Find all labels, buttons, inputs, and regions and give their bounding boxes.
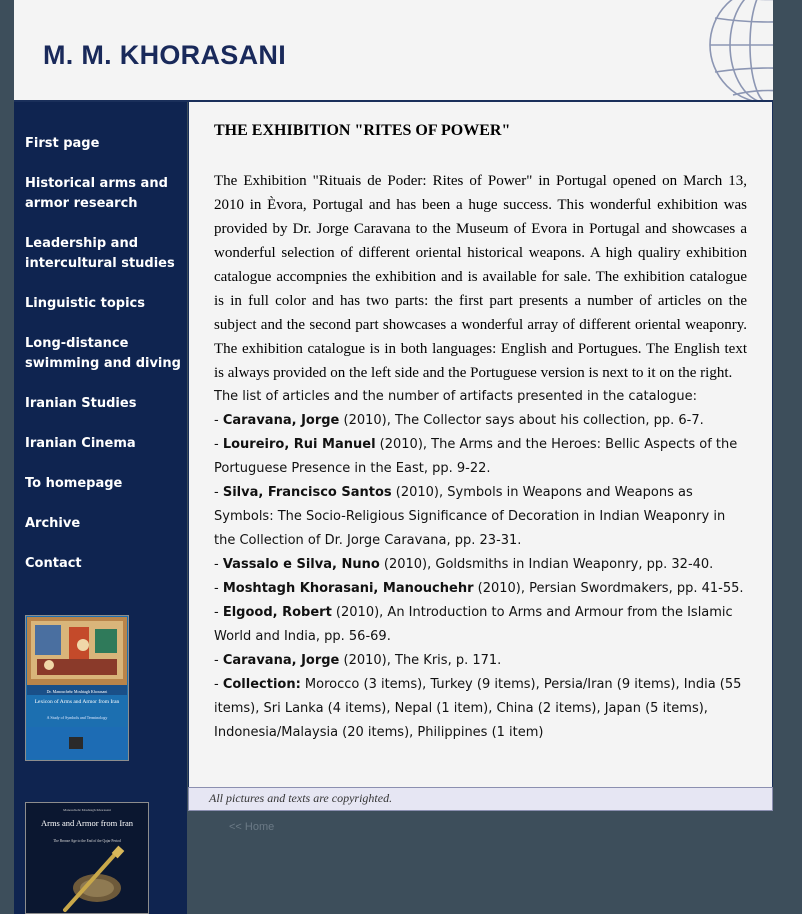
list-item-author: Elgood, Robert — [222, 605, 332, 620]
lexicon-title: Lexicon of Arms and Armor from Iran — [34, 699, 120, 705]
arms-author: Manouchehr Moshtagh Khorasani — [63, 808, 111, 812]
nav-iranian-cinema[interactable]: Iranian Cinema — [25, 436, 136, 451]
nav-linguistic-topics[interactable]: Linguistic topics — [25, 296, 146, 311]
intro-paragraph: The Exhibition "Rituais de Poder: Rites of Power" in Portugal opened on March 13, 2010 in Èvora, Portugal and has been a huge success. This wonderful exhibition was provided by Dr. Jorge Caravana to the Museum of Evora in Portugal and showcases a wonderful selection of different oriental historical weapons. A high qualiry exhibition catalogue accompnies the exhibition and is available for sale. The exhibition catalogue is in full color and has two parts: the first part presents a number of articles on the subject and the second part showcases a wonderful array of different oriental weaponry. The exhibition catalogue is in both languages: English and Portugues. The English text is always provided on the left side and the Portuguese version is next to it on the right. — [214, 173, 747, 381]
list-intro: The list of articles and the number of artifacts presented in the catalogue: — [214, 389, 698, 404]
list-item: - Elgood, Robert (2010), An Introduction to Arms and Armour from the Islamic World and India, pp. 56-69. — [214, 605, 733, 644]
home-link[interactable]: << Home — [229, 821, 275, 833]
list-item-text: (2010), Persian Swordmakers, pp. 41-55. — [473, 581, 744, 596]
sidebar — [14, 102, 187, 914]
lexicon-book-cover[interactable] — [25, 615, 129, 761]
nav-swimming-diving[interactable]: Long-distance swimming and diving — [25, 336, 181, 371]
main-content — [188, 102, 773, 788]
nav-historical-arms[interactable]: Historical arms and armor research — [25, 176, 168, 211]
list-item-text: (2010), Goldsmiths in Indian Weaponry, pp. 32-40. — [379, 557, 714, 572]
list-item-author: Moshtagh Khorasani, Manouchehr — [222, 581, 474, 596]
nav-to-homepage[interactable]: To homepage — [25, 476, 123, 491]
site-title: M. M. KHORASANI — [43, 40, 286, 70]
arms-book-cover[interactable] — [25, 802, 149, 914]
header — [14, 0, 773, 102]
globe-logo — [693, 0, 773, 100]
list-item-text: Morocco (3 items), Turkey (9 items), Persia/Iran (9 items), India (55 items), Sri Lanka (4 items), Nepal (1 item), China (2 items), Japan (5 items), Indonesia/Malaysia (20 items), Philippines (1 item) — [214, 677, 742, 740]
list-item-text: (2010), Symbols in Weapons and Weapons as Symbols: The Socio-Religious Significance of Decoration in Indian Weaponry in the Collection of Dr. Jorge Caravana, pp. 23-31. — [214, 485, 726, 548]
nav-archive[interactable]: Archive — [25, 516, 81, 531]
list-item-author: Caravana, Jorge — [222, 413, 340, 428]
list-item: - Collection: Morocco (3 items), Turkey (9 items), Persia/Iran (9 items), India (55 items), Sri Lanka (4 items), Nepal (1 item), China (2 items), Japan (5 items), Indonesia/Malaysia (20 items), Philippines (1 item) — [214, 677, 742, 740]
lexicon-author: Dr. Manouchehr Moshtagh Khorasani — [46, 689, 108, 694]
list-item: - Vassalo e Silva, Nuno (2010), Goldsmiths in Indian Weaponry, pp. 32-40. — [214, 557, 714, 572]
list-item: - Caravana, Jorge (2010), The Collector says about his collection, pp. 6-7. — [214, 413, 704, 428]
nav-first-page[interactable]: First page — [25, 136, 100, 151]
page-title: THE EXHIBITION "RITES OF POWER" — [214, 122, 511, 139]
list-item-author: Caravana, Jorge — [222, 653, 340, 668]
list-item: - Moshtagh Khorasani, Manouchehr (2010), Persian Swordmakers, pp. 41-55. — [214, 581, 744, 596]
list-item-text: (2010), The Kris, p. 171. — [339, 653, 502, 668]
copyright-text: All pictures and texts are copyrighted. — [209, 791, 393, 805]
list-item-text: (2010), An Introduction to Arms and Armour from the Islamic World and India, pp. 56-69. — [214, 605, 733, 644]
nav-contact[interactable]: Contact — [25, 556, 82, 571]
copyright-footer — [188, 787, 773, 811]
list-item: - Silva, Francisco Santos (2010), Symbols in Weapons and Weapons as Symbols: The Socio-Religious Significance of Decoration in Indian Weaponry in the Collection of Dr. Jorge Caravana, pp. 23-31. — [214, 485, 726, 548]
lexicon-subtitle: A Study of Symbols and Terminology — [46, 715, 108, 720]
list-item-author: Loureiro, Rui Manuel — [222, 437, 376, 452]
nav-iranian-studies[interactable]: Iranian Studies — [25, 396, 137, 411]
list-item-text: (2010), The Collector says about his collection, pp. 6-7. — [339, 413, 704, 428]
list-item-author: Silva, Francisco Santos — [222, 485, 392, 500]
list-item-text: (2010), The Arms and the Heroes: Bellic Aspects of the Portuguese Presence in the East, pp. 9-22. — [214, 437, 738, 476]
catalogue-list — [214, 385, 747, 745]
arms-title: Arms and Armor from Iran — [40, 818, 134, 828]
arms-subtitle: The Bronze Age to the End of the Qajar Period — [53, 839, 121, 843]
list-item: - Caravana, Jorge (2010), The Kris, p. 171. — [214, 653, 502, 668]
list-item: - Loureiro, Rui Manuel (2010), The Arms and the Heroes: Bellic Aspects of the Portuguese Presence in the East, pp. 9-22. — [214, 437, 738, 476]
nav-leadership[interactable]: Leadership and intercultural studies — [25, 236, 175, 271]
list-item-author: Collection: — [222, 677, 301, 692]
list-item-author: Vassalo e Silva, Nuno — [222, 557, 380, 572]
